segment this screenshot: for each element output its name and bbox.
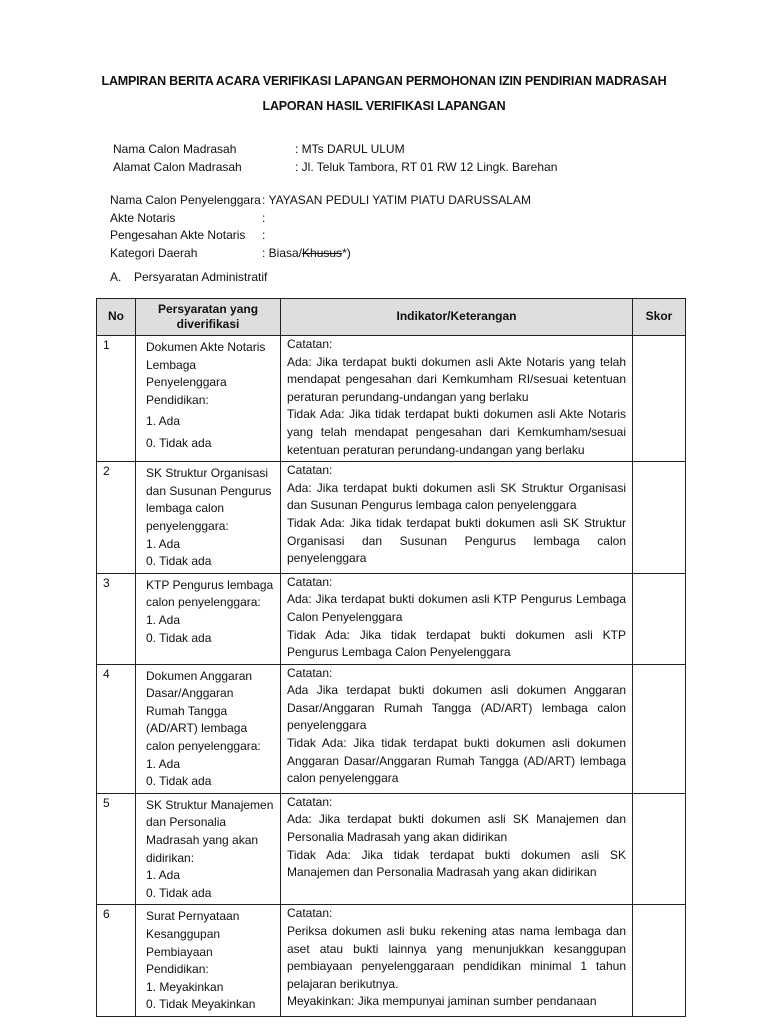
option-yes: 1. Meyakinkan (146, 979, 224, 994)
option-no: 0. Tidak ada (146, 554, 212, 569)
option-yes: 1. Ada (146, 756, 181, 771)
score-cell[interactable] (633, 462, 686, 574)
table-header-row (97, 299, 686, 336)
catatan-label: Catatan: (287, 337, 333, 351)
row-number: 4 (97, 664, 136, 793)
kategori-suffix: *) (342, 245, 351, 260)
catatan-label: Catatan: (287, 463, 333, 478)
indicator-ada: Ada: Jika terdapat bukti dokumen asli KTP Pengurus Lembaga Calon Penyelenggara (287, 592, 626, 624)
header-requirement: Persyaratan yang diverifikasi (136, 299, 281, 336)
indicator-ada: Ada: Jika terdapat bukti dokumen asli SK Manajemen dan Personalia Madrasah yang akan didirikan (287, 812, 626, 845)
requirement-cell (136, 336, 281, 462)
score-cell[interactable] (633, 793, 686, 905)
indicator-cell (281, 573, 633, 664)
indicator-tidak: Tidak Ada: Jika tidak terdapat bukti dokumen asli Akte Notaris yang telah mendapat pengesahan dari Kemkumham/sesuai ketentuan peraturan perundang-undangan yang berlaku (287, 407, 626, 457)
score-cell[interactable] (633, 573, 686, 664)
indicator-cell (281, 462, 633, 574)
header-no: No (97, 299, 136, 336)
indicator-cell (281, 793, 633, 905)
score-cell[interactable] (633, 664, 686, 793)
madrasah-name-value: : MTs DARUL ULUM (295, 142, 405, 156)
table-row (97, 664, 686, 793)
indicator-tidak: Tidak Ada: Jika tidak terdapat bukti dokumen asli dokumen Anggaran Dasar/Anggaran Rumah Tangga (AD/ART) lembaga calon penyelenggara (287, 736, 626, 786)
kategori-label: Kategori Daerah (110, 245, 198, 260)
catatan-label: Catatan: (287, 665, 333, 680)
header-indicator: Indikator/Keterangan (281, 299, 633, 336)
madrasah-address-row (113, 158, 557, 176)
indicator-tidak: Tidak Ada: Jika tidak terdapat bukti dokumen asli KTP Pengurus Lembaga Calon Penyelenggara (287, 627, 626, 660)
option-no: 0. Tidak ada (146, 774, 212, 789)
row-number: 5 (97, 793, 136, 905)
indicator-tidak: Tidak Ada: Jika tidak terdapat bukti dokumen asli SK Manajemen dan Personalia Madrasah yang akan didirikan (287, 847, 626, 880)
option-no: 0. Tidak ada (146, 435, 212, 450)
indicator-ada: Ada Jika terdapat bukti dokumen asli dokumen Anggaran Dasar/Anggaran Rumah Tangga (AD/ART) lembaga calon penyelenggara (287, 683, 626, 733)
row-number: 1 (97, 336, 136, 462)
score-cell[interactable] (633, 336, 686, 462)
penyelenggara-name-value: : YAYASAN PEDULI YATIM PIATU DARUSSALAM (262, 193, 531, 207)
requirement-cell (136, 462, 281, 574)
pengesahan-label: Pengesahan Akte Notaris (110, 228, 246, 242)
indicator-ada: Ada: Jika terdapat bukti dokumen asli SK Struktur Organisasi dan Susunan Pengurus lembaga calon penyelenggara (287, 480, 626, 513)
catatan-label: Catatan: (287, 794, 333, 809)
penyelenggara-info (110, 192, 531, 262)
section-heading (110, 270, 267, 284)
table-row (97, 462, 686, 574)
indicator-cell (281, 336, 633, 462)
header-score: Skor (633, 299, 686, 336)
table-row (97, 793, 686, 905)
requirement-text: KTP Pengurus lembaga calon penyelenggara: (146, 577, 274, 610)
indicator-ada: Periksa dokumen asli buku rekening atas nama lembaga dan aset atau bukti lainnya yang menunjukkan kesanggupan pembiayaan penyelenggaraan pendidikan minimal 1 tahun pelajaran berikutnya. (287, 924, 626, 991)
table-row (97, 905, 686, 1017)
row-number: 2 (97, 462, 136, 574)
indicator-tidak: Meyakinkan: Jika mempunyai jaminan sumber pendanaan (287, 994, 597, 1009)
option-no: 0. Tidak ada (146, 885, 212, 900)
kategori-prefix: : Biasa/ (262, 245, 303, 260)
pengesahan-value: : (262, 228, 266, 242)
madrasah-address-value: : Jl. Teluk Tambora, RT 01 RW 12 Lingk. Barehan (295, 160, 558, 174)
penyelenggara-name-label: Nama Calon Penyelenggara (110, 193, 261, 207)
indicator-cell (281, 664, 633, 793)
score-cell[interactable] (633, 905, 686, 1017)
option-no: 0. Tidak ada (146, 630, 212, 645)
requirement-text: Dokumen Akte Notaris Lembaga Penyelenggara Pendidikan: (146, 340, 266, 407)
document-title: LAMPIRAN BERITA ACARA VERIFIKASI LAPANGAN PERMOHONAN IZIN PENDIRIAN MADRASAH (101, 74, 667, 88)
table-row (97, 336, 686, 462)
akte-value: : (262, 210, 266, 225)
option-yes: 1. Ada (146, 536, 181, 551)
penyelenggara-name-row (110, 192, 531, 210)
indicator-cell (281, 905, 633, 1017)
document-subtitle: LAPORAN HASIL VERIFIKASI LAPANGAN (262, 99, 506, 113)
catatan-label: Catatan: (287, 906, 333, 921)
madrasah-info (113, 140, 557, 176)
madrasah-name-label: Nama Calon Madrasah (113, 142, 237, 156)
requirement-cell (136, 793, 281, 905)
pengesahan-row (110, 227, 531, 245)
kategori-struck: Khusus (302, 245, 343, 260)
requirement-text: Surat Pernyataan Kesanggupan Pembiayaan Pendidikan: (146, 909, 240, 977)
requirement-cell (136, 664, 281, 793)
section-letter: A. (110, 270, 122, 284)
indicator-tidak: Tidak Ada: Jika tidak terdapat bukti dokumen asli SK Struktur Organisasi dan Susunan Pengurus lembaga calon penyelenggara (287, 515, 626, 566)
option-no: 0. Tidak Meyakinkan (146, 997, 256, 1012)
row-number: 3 (97, 573, 136, 664)
option-yes: 1. Ada (146, 414, 181, 429)
akte-row (110, 210, 531, 228)
section-title: Persyaratan Administratif (134, 270, 268, 284)
verification-table (96, 298, 686, 1017)
option-yes: 1. Ada (146, 868, 181, 883)
requirement-text: SK Struktur Organisasi dan Susunan Pengurus lembaga calon penyelenggara: (146, 466, 272, 533)
madrasah-address-label: Alamat Calon Madrasah (113, 160, 242, 174)
kategori-row (110, 245, 531, 263)
option-yes: 1. Ada (146, 612, 181, 627)
requirement-cell (136, 905, 281, 1017)
requirement-text: Dokumen Anggaran Dasar/Anggaran Rumah Tangga (AD/ART) lembaga calon penyelenggara: (146, 668, 261, 754)
requirement-cell (136, 573, 281, 664)
row-number: 6 (97, 905, 136, 1017)
akte-label: Akte Notaris (110, 210, 176, 225)
catatan-label: Catatan: (287, 574, 333, 589)
indicator-ada: Ada: Jika terdapat bukti dokumen asli Akte Notaris yang telah mendapat pengesahan dari Kemkumham RI/sesuai ketentuan peraturan perundang-undangan yang berlaku (287, 354, 626, 404)
requirement-text: SK Struktur Manajemen dan Personalia Madrasah yang akan didirikan: (146, 797, 274, 865)
madrasah-name-row (113, 140, 557, 158)
table-row (97, 573, 686, 664)
